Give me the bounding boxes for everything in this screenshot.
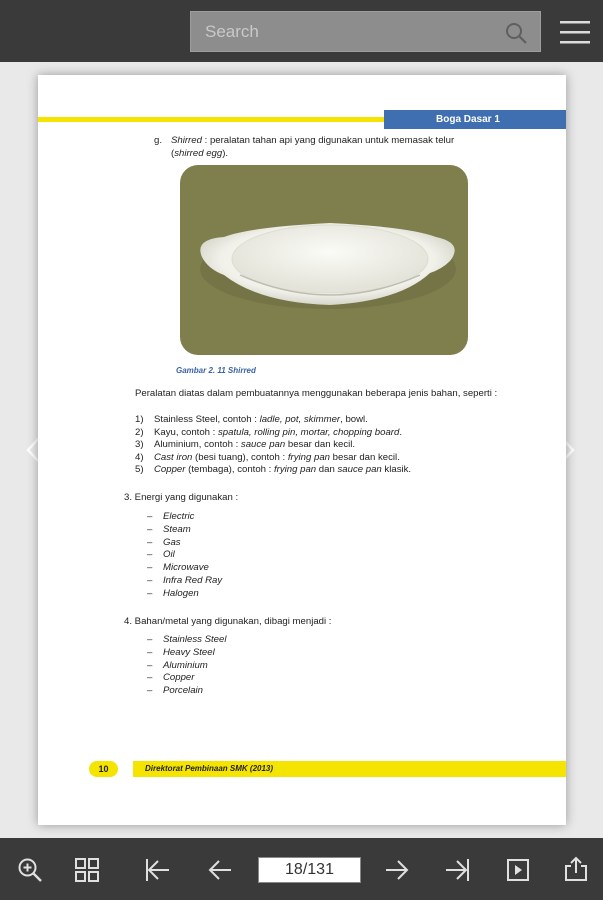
dash: – [147,659,153,671]
list-text: Microwave [163,562,209,574]
item-g-line1 [171,135,454,148]
list-text: Infra Red Ray [163,574,223,586]
list-item [147,685,226,698]
list-text: Halogen [163,587,199,599]
list-text-italic: spatula, rolling pin, mortar, chopping board [218,426,400,438]
list-number: 5) [135,464,144,476]
list-text: Stainless Steel [163,634,227,645]
list-number: 2) [135,426,144,438]
dash: – [147,685,153,697]
list-text: Heavy Steel [163,646,215,658]
first-page-icon[interactable] [144,857,170,883]
list-item [147,634,226,647]
list-text-italic: ladle, pot, skimmer [259,414,341,425]
list-item [147,537,222,550]
shirred-dish-photo [180,165,468,355]
list-item [147,549,222,562]
list-item [135,427,411,440]
dash: – [147,523,153,535]
next-icon[interactable] [384,857,410,883]
dash: – [147,646,153,658]
dash: – [147,574,153,586]
list-item [147,588,222,601]
dash: – [147,672,153,684]
last-page-icon[interactable] [445,857,471,883]
list-text: Oil [163,549,175,561]
list-text: (tembaga), contoh : [185,464,274,476]
dash: – [147,634,153,645]
list-text: (besi tuang), contoh : [192,451,288,463]
dash: – [147,549,153,561]
shirred-dish-image [180,165,468,355]
list-text-italic: frying pan [287,451,330,463]
materials-list [135,414,411,477]
dash: – [147,587,153,599]
previous-icon[interactable] [207,857,233,883]
list-text: dan [316,464,338,476]
list-item [147,672,226,685]
list-text: Kayu, contoh : [154,426,218,438]
menu-icon[interactable] [560,19,590,45]
list-text: Steam [163,523,191,535]
list-item [147,524,222,537]
item-g-letter: g. [154,135,163,146]
list-text: besar dan kecil. [285,439,356,451]
list-text: Copper [163,672,195,684]
list-item [147,660,226,673]
list-item [147,511,222,524]
search-box[interactable] [190,11,541,52]
search-input[interactable] [191,12,505,51]
list-number: 3) [135,439,144,451]
section-4-title: 4. Bahan/metal yang digunakan, dibagi menjadi : [124,616,332,627]
book-page [38,75,566,825]
zoom-in-icon[interactable] [17,857,43,883]
figure-caption: Gambar 2. 11 Shirred [176,366,256,375]
list-text: Electric [163,511,195,522]
list-item [135,452,411,465]
header-tab: Boga Dasar 1 [384,110,566,129]
metal-list [147,634,226,698]
list-text-italic: frying pan [274,464,317,476]
list-number: 1) [135,414,144,425]
list-text: besar dan kecil. [330,451,400,463]
item-g-term2: shirred egg [174,148,223,159]
share-icon[interactable] [563,856,589,882]
list-item [135,414,411,427]
list-text: Porcelain [163,685,203,697]
thumbnails-icon[interactable] [74,857,100,883]
list-text-italic: sauce pan [337,464,382,476]
list-item [135,464,411,477]
dash: – [147,562,153,574]
dash: – [147,536,153,548]
paren-open: ( [171,148,175,159]
list-text-italic: Copper [154,464,186,476]
energy-list [147,511,222,601]
item-g-term: Shirred [171,135,202,146]
slideshow-icon[interactable] [505,857,531,883]
list-text-italic: sauce pan [240,439,286,451]
section-3-title: 3. Energi yang digunakan : [124,492,239,503]
list-item [147,647,226,660]
list-text: Aluminium [163,659,208,671]
list-number: 4) [135,451,144,463]
page-indicator[interactable]: 18/131 [258,857,361,883]
paren-close: ). [222,148,229,159]
list-text: klasik. [381,464,412,476]
materials-intro: Peralatan diatas dalam pembuatannya menggunakan beberapa jenis bahan, seperti : [135,388,498,399]
list-item [147,575,222,588]
list-item [135,439,411,452]
list-text: . [399,426,402,438]
footer-text: Direktorat Pembinaan SMK (2013) [133,761,566,777]
list-text: , bowl. [340,414,368,425]
list-text: Aluminium, contoh : [154,439,241,451]
list-text: Gas [163,536,181,548]
item-g-line2 [171,148,228,161]
search-icon[interactable] [504,21,528,45]
list-text-italic: Cast iron [154,451,193,463]
dash: – [147,511,153,522]
top-bar [0,0,603,62]
item-g-text: : peralatan tahan api yang digunakan untuk memasak telur [204,135,455,146]
page-number: 10 [89,761,118,777]
list-item [147,562,222,575]
list-text: Stainless Steel, contoh : [154,414,260,425]
